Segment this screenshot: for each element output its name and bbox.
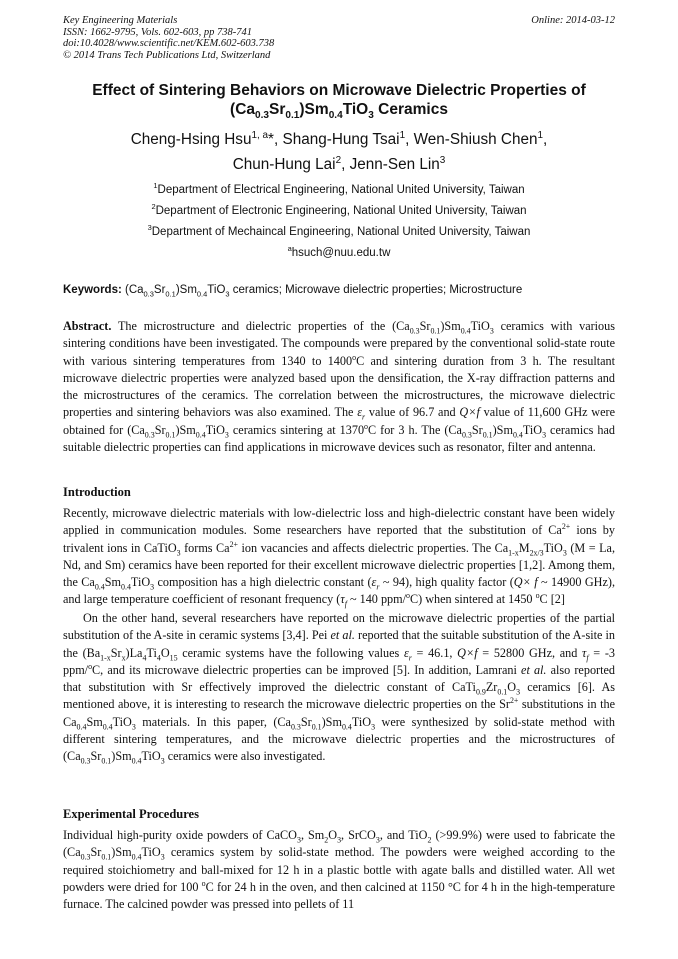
abstract: Abstract. The microstructure and dielectric properties of the $(Ca_{0.3}Sr_{0.1})Sm_{0.4}TiO_3$ ceramics with various sintering conditions have been investigated. The compounds were prepared by the conventional solid-state route with various sintering temperatures from 1340 to 1400$^o$C and sintering duration from 3 h. The resultant microwave dielectric properties were analyzed based upon the densification, the X-ray diffraction patterns and the microstructures of the ceramics. The correlation between the microstructures, the microwave dielectric properties and sintering behaviors was also examined. The $\varepsilon_r$ value of 96.7 and Q×f value of 11,600 GHz were obtained for $(Ca_{0.3}Sr_{0.1})Sm_{0.4}TiO_3$ ceramics sintering at 1370$^o$C for 3 h. The $(Ca_{0.3}Sr_{0.1})Sm_{0.4}TiO_3$ ceramics had suitable dielectric properties can find applications in microwave devices such as resonator, filter and antenna. xyxy=(63,319,615,455)
section-heading-introduction: Introduction xyxy=(63,485,131,499)
author-list xyxy=(50,127,628,177)
affiliation-1: $^1$Department of Electrical Engineering, National United University, Taiwan xyxy=(153,181,525,196)
intro-paragraph-2: On the other hand, several researchers have reported on the microwave dielectric properties of the partial substitution of the A-site in ceramic systems [3,4]. Pei et al. reported that the suitable substitution of the A-site in the $(Ba_{1-x}Sr_x)La_4Ti_4O_{15}$ ceramic systems have the following values $\varepsilon_r = 46.1$, Q×f = 52800 GHz, and $\tau_f = -3$ ppm/$^o$C, and its microwave dielectric properties can be improved [5]. In addition, Lamrani et al. also reported that substitution with Sr effectively improved the dielectric constant of $CaTi_{0.9}Zr_{0.1}O_3$ ceramics [6]. As mentioned above, it is interesting to research the microwave dielectric properties on the $Sr^{2+}$ substitutions in the $Ca_{0.4}Sm_{0.4}TiO_3$ materials. In this paper, $(Ca_{0.3}Sr_{0.1})Sm_{0.4}TiO_3$ were synthesized by solid-state method with different sintering temperatures, and the microwave dielectric properties and the microstructures of $(Ca_{0.3}Sr_{0.1})Sm_{0.4}TiO_3$ ceramics were also investigated. xyxy=(63,611,616,766)
paper-title xyxy=(60,81,618,122)
title-line-2: $(Ca_{0.3}Sr_{0.1})Sm_{0.4}TiO_3$ Ceramics xyxy=(230,101,448,122)
author: , Jenn-Sen Lin xyxy=(341,156,440,173)
keywords: Keywords: $(Ca_{0.3}Sr_{0.1})Sm_{0.4}TiO_3$ ceramics; Microwave dielectric properties; Microstructure xyxy=(63,284,523,299)
affiliations xyxy=(50,180,628,264)
title-line-1: Effect of Sintering Behaviors on Microwave Dielectric Properties of xyxy=(92,82,586,99)
author: , Wen-Shiush Chen xyxy=(405,131,538,148)
author: Shang-Hung Tsai xyxy=(282,131,400,148)
affiliation-3: $^3$Department of Mechaincal Engineering, National United University, Taiwan xyxy=(147,223,531,238)
author: Cheng-Hsing Hsu xyxy=(130,131,252,148)
author-line-2: Chun-Hung Lai$^2$, Jenn-Sen Lin$^3$ xyxy=(232,154,446,173)
journal-header xyxy=(63,15,615,61)
journal-issn: ISSN: 1662-9795, Vols. 602-603, pp 738-741 xyxy=(63,26,252,38)
corresponding-email[interactable]: $^a$hsuch@nuu.edu.tw xyxy=(287,244,391,259)
journal-copyright: © 2014 Trans Tech Publications Ltd, Switzerland xyxy=(63,49,271,61)
author-line-1: Cheng-Hsing Hsu$^{1, a}$*, Shang-Hung Tsai$^1$, Wen-Shiush Chen$^1$, xyxy=(130,129,548,148)
affiliation-2: $^2$Department of Electronic Engineering, National United University, Taiwan xyxy=(151,202,527,217)
online-date: Online: 2014-03-12 xyxy=(531,15,615,26)
intro-paragraph-1: Recently, microwave dielectric materials with low-dielectric loss and high-dielectric constant have been widely applied in communication modules. Some researchers have reported that the substitution of $Ca^{2+}$ ions by trivalent ions in CaTiO$_3$ forms $Ca^{2+}$ ion vacancies and affects dielectric properties. The $Ca_{1-x}M_{2x/3}TiO_3$ (M = La, Nd, and Sm) ceramics have been reported for their excellent microwave dielectric properties [1,2]. Among them, the $Ca_{0.4}Sm_{0.4}TiO_3$ composition has a high dielectric constant ($\varepsilon_r$ ~ 94), high quality factor (Q× f ~ 14900 GHz), and large temperature coefficient of resonant frequency ($\tau_f$ ~ 140 ppm/$^o$C) when sintered at 1450 $^o$C [2] xyxy=(63,506,615,609)
journal-doi: doi:10.4028/www.scientific.net/KEM.602-603.738 xyxy=(63,38,275,49)
journal-name: Key Engineering Materials xyxy=(63,15,178,26)
author: Chun-Hung Lai xyxy=(232,156,336,173)
experimental-paragraph: Individual high-purity oxide powders of CaCO$_3$, $Sm_2O_3$, SrCO$_3$, and TiO$_2$ (>99.9%) were used to fabricate the $(Ca_{0.3}Sr_{0.1})Sm_{0.4}TiO_3$ ceramics system by solid-state method. The powders were weighed according to the required stoichiometry and ball-mixed for 12 h in a plastic bottle with agate balls and distilled water. All wet powders were dried for 100 $^o$C for 24 h in the oven, and then calcined at 1150 °C for 4 h in the high-temperature furnace. The calcined powder was pressed into pellets of 11 xyxy=(63,828,615,912)
keywords-label: Keywords: xyxy=(63,284,122,296)
section-heading-experimental: Experimental Procedures xyxy=(63,807,199,821)
abstract-label: Abstract. xyxy=(63,319,112,333)
